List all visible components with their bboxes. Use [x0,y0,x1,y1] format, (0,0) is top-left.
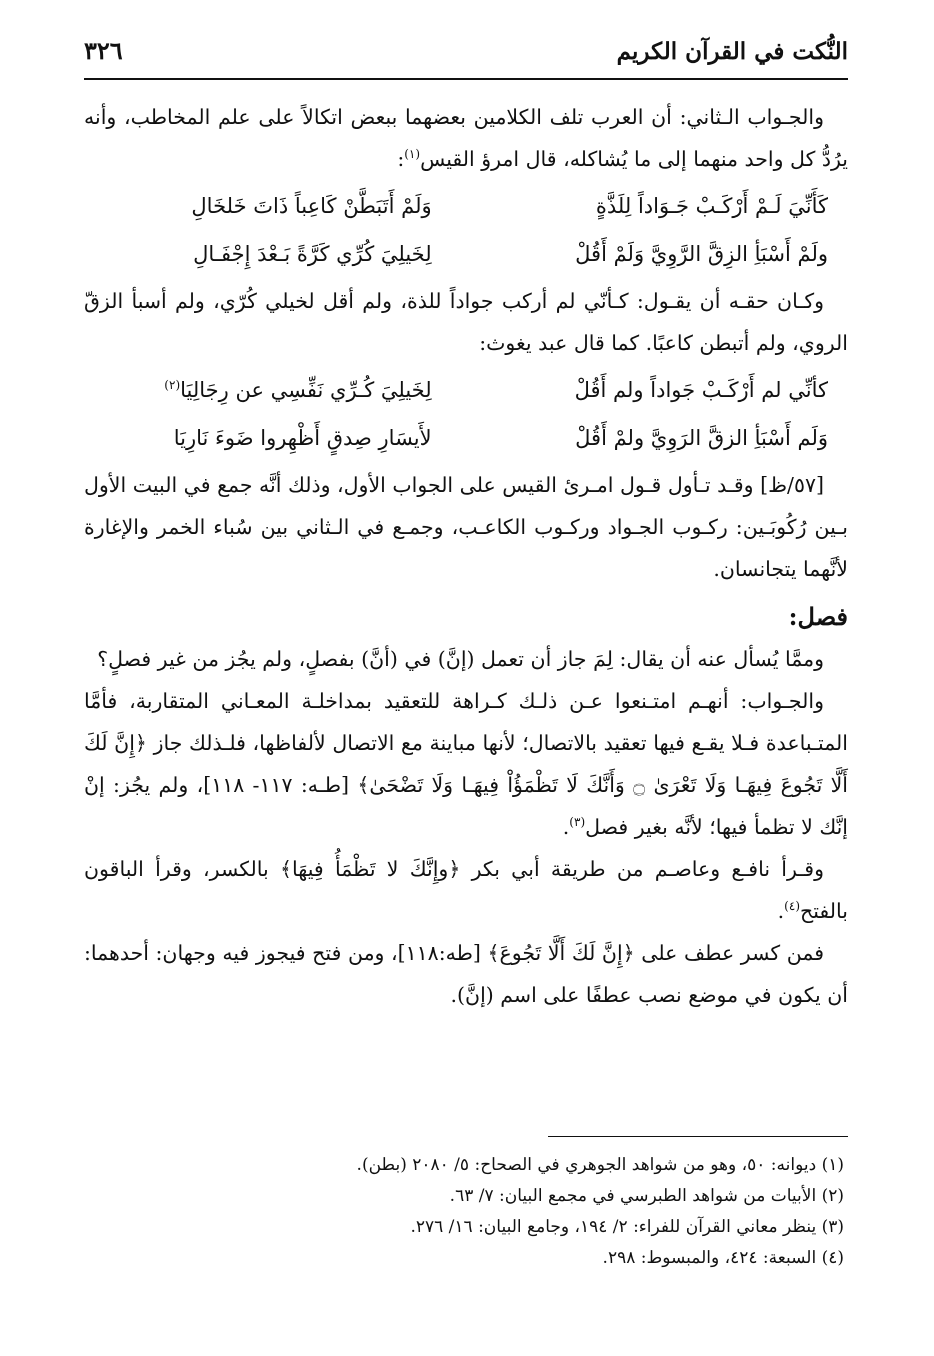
footnote: (٣) ينظر معاني القرآن للفراء: ٢/ ١٩٤، وجامع البيان: ١٦/ ٢٧٦. [410,1217,844,1237]
verse-hemistich: ولَمْ أَسْبَأِ الزِقَّ الرَّوِيَّ وَلَمْ أَقُلْ [575,242,828,266]
footnote-ref-2: (٢) [164,378,181,392]
footnote-ref-4: (٤) [784,899,800,914]
verse-hemistich: لأَيسَارِ صِدقٍ أَظْهِروا ضَوءَ نَارِيَا [173,426,432,450]
footnote-ref-3: (٣) [569,815,586,830]
verse-hemistich: لِخَيلِيَ كُـرِّي نَفِّسِي عن رِجَالِيَا$^{(٢)}$ [164,378,432,402]
footnote-ref-1: (١) [404,147,421,162]
footnote-rule [548,1136,848,1137]
paragraph-interpretation: [٥٧/ظ] وقـد تـأول قـول امـرئ القيس على الجواب الأول، وذلك أنَّه جمع في البيت الأول بـين رُكُوبَـين: ركـوب الجـواد وركـوب الكاعـب، وجمـع في الـثاني بين سُباء الخمر والإغارة لأنَّهما يتجانسان. [84,473,848,581]
poem-imru-al-qais [84,182,848,278]
main-text [84,96,848,1016]
verse-hemistich: كَأَنِّيَ لَـمْ أَرْكَـبْ جَـوَاداً لِلَذَّةٍ [595,194,828,218]
footnote: (٢) الأبيات من شواهد الطبرسي في مجمع البيان: ٧/ ٦٣. [449,1186,844,1206]
verse-line [84,230,848,278]
poem-abd-yaghuth [84,366,848,462]
verse-hemistich: كأنِّي لم أَرْكَـبْ جَواداً ولم أَقُلْ [574,378,828,402]
paragraph-answer-two: والجـواب الـثاني: أن العرب تلف الكلامين بعضهما ببعض اتكالاً على علم المخاطب، وأنه يرُدُّ كل واحد منهما إلى ما يُشاكله، قال امرؤ القيس$^{(١)}$: [84,105,848,171]
paragraph-grammar: فمن كسر عطف على ﴿إِنَّ لَكَ أَلَّا تَجُوعَ﴾ [طه:١١٨]، ومن فتح فيجوز فيه وجهان: أحدهما: أن يكون في موضع نصب عطفًا على اسم (إنَّ). [84,941,848,1007]
verse-hemistich: وَلَم أَسْبَأِ الزقَّ الرَوِيَّ ولمْ أَقُلْ [575,426,828,450]
verse-line [84,182,848,230]
section-heading: فصل: [788,602,848,631]
header-rule [84,78,848,80]
book-title: النُّكت في القرآن الكريم [616,38,848,65]
footnote: (١) ديوانه: ٥٠، وهو من شواهد الجوهري في الصحاح: ٥/ ٢٠٨٠ (بطن). [356,1155,844,1175]
verse-hemistich: لِخَيلِيَ كُرِّي كَرَّةً بَـعْدَ إِجْفَـالِ [193,242,432,266]
verse-line [84,366,848,414]
footnote: (٤) السبعة: ٤٢٤، والمبسوط: ٢٩٨. [602,1248,844,1268]
page-number: ٣٢٦ [84,36,123,65]
footnotes [84,1150,844,1274]
verse-hemistich: وَلَمْ أَتَبَطَّنْ كَاعِباً ذَاتَ خَلخَالِ [191,194,432,218]
paragraph-explanation: وكـان حقـه أن يقـول: كـأنّي لم أركب جواداً للذة، ولم أقل لخيلي كُرّي، ولم أسبأ الزقّ الروي، ولم أتبطن كاعبًا. كما قال عبد يغوث: [84,289,848,355]
paragraph-readings: وقـرأ نافـع وعاصـم من طريقة أبي بكر ﴿وإِنَّكَ لا تَظْمَأُ فِيهَا﴾ بالكسر، وقرأ الباقون بالفتح$^{(٤)}$. [84,857,848,923]
paragraph-answer: والجـواب: أنهـم امتـنعوا عـن ذلـك كـراهة للتعقيد بمداخلـة المعـاني المتقاربة، فأمَّا المتـباعدة فـلا يقـع فيها تعقيد بالاتصال؛ لأنها مباينة مع الاتصال لألفاظها، فلـذلك جاز ﴿إِنَّ لَكَ أَلَّا تَجُوعَ فِيهَـا وَلَا تَعْرَىٰ ۝ وَأَنَّكَ لَا تَظْمَؤُاْ فِيهَـا وَلَا تَضْحَىٰ﴾ [طـه: ١١٧- ١١٨]، ولم يجُز: إنْ إنَّك لا تظمأ فيها؛ لأنَّه بغير فصل$^{(٣)}$. [84,689,849,839]
verse-line [84,414,848,462]
paragraph-question: وممَّا يُسأل عنه أن يقال: لِمَ جاز أن تعمل (إنَّ) في (أنَّ) بفصلٍ، ولم يجُز من غير فصلٍ؟ [97,647,824,671]
running-header [84,32,848,76]
